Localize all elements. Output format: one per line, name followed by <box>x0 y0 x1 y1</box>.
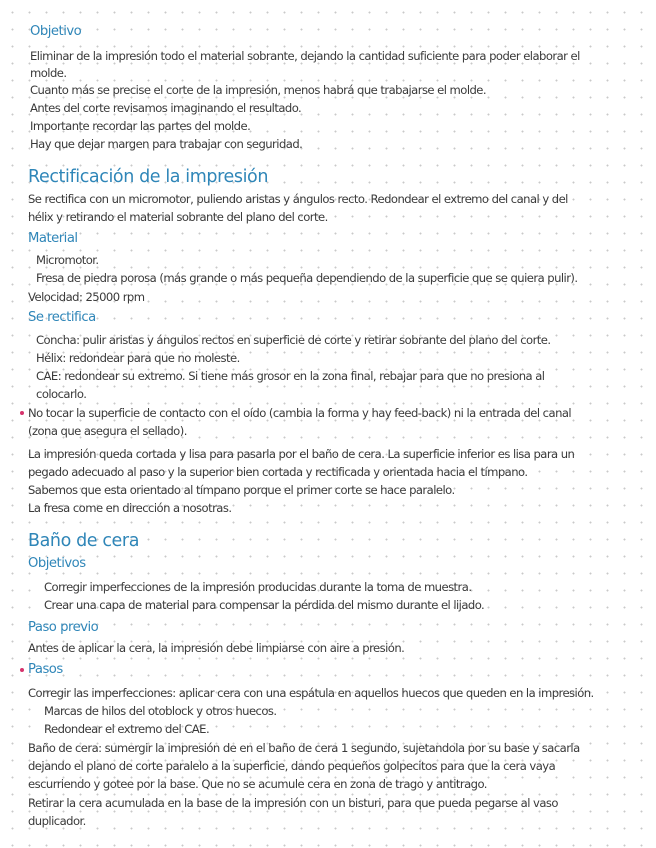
objetivo-line: molde. <box>30 66 67 80</box>
pasos-line: escurriendo y gotee por la base. Que no se acumule cera en zona de trago y antitrago. <box>28 777 487 791</box>
pasos-line: Retirar la cera acumulada en la base de la impresión con un bisturi, para que pueda pegarse al vaso <box>28 796 558 810</box>
heading-se-rectifica: Se rectifica <box>28 310 96 325</box>
warning-line: No tocar la superficie de contacto con el oído (cambia la forma y hay feed-back) ni la entrada del canal <box>28 406 572 420</box>
objetivo-line: Antes del corte revisamos imaginando el resultado. <box>30 101 302 115</box>
paso-previo-line: Antes de aplicar la cera, la impresión debe limpiarse con aire a presión. <box>28 641 405 655</box>
bullet-marker <box>20 411 24 415</box>
warning-line: (zona que asegura el sellado). <box>28 424 187 438</box>
objetivos-line: Crear una capa de material para compensar la pérdida del mismo durante el lijado. <box>44 598 485 612</box>
objetivo-line: Cuanto más se precise el corte de la impresión, menos habrá que trabajarse el molde. <box>30 83 487 97</box>
objetivo-line: Importante recordar las partes del molde. <box>30 119 251 133</box>
pasos-line: Marcas de hilos del otoblock y otros huecos. <box>44 704 277 718</box>
se-rectifica-line: Concha: pulir aristas y ángulos rectos en superficie de corte y retirar sobrante del plano del corte. <box>36 333 551 347</box>
pasos-line: Baño de cera: sumergir la impresión de en el baño de cera 1 segundo, sujetandola por su base y sacarla <box>28 741 580 755</box>
pasos-line: Corregir las imperfecciones: aplicar cera con una espátula en aquellos huecos que queden en la impresión. <box>28 686 594 700</box>
pasos-line: dejando el plano de corte paralelo a la superficie, dando pequeños golpecitos para que la cera vaya <box>28 759 556 773</box>
heading-pasos: Pasos <box>28 662 63 677</box>
heading-paso-previo: Paso previo <box>28 620 99 635</box>
objetivos-line: Corregir imperfecciones de la impresión producidas durante la toma de muestra. <box>44 580 472 594</box>
heading-objetivo: Objetivo <box>30 24 82 39</box>
velocidad-line: Velocidad: 25000 rpm <box>28 290 145 304</box>
rectificacion-intro-line: hélix y retirando el material sobrante del plano del corte. <box>28 210 328 224</box>
material-line: Fresa de piedra porosa (más grande o más pequeña dependiendo de la superficie que se quiera pulir). <box>36 271 578 285</box>
closing-line: Sabemos que esta orientado al tímpano porque el primer corte se hace paralelo. <box>28 483 455 497</box>
objetivo-line: Hay que dejar margen para trabajar con seguridad. <box>30 137 303 151</box>
pasos-line: Redondear el extremo del CAE. <box>44 722 210 736</box>
closing-line: La impresión queda cortada y lisa para pasarla por el baño de cera. La superficie inferior es lisa para un <box>28 447 575 461</box>
closing-line: La fresa come en dirección a nosotras. <box>28 501 232 515</box>
material-line: Micromotor. <box>36 253 99 267</box>
rectificacion-intro-line: Se rectifica con un micromotor, puliendo aristas y ángulos recto. Redondear el extremo del canal y del <box>28 192 568 206</box>
bullet-marker <box>20 668 24 672</box>
heading-rectificacion: Rectificación de la impresión <box>28 167 269 187</box>
heading-bano-de-cera: Baño de cera <box>28 531 140 551</box>
se-rectifica-line: Hélix: redondear para que no moleste. <box>36 351 240 365</box>
pasos-line: duplicador. <box>28 814 86 828</box>
se-rectifica-line: colocarlo. <box>36 387 87 401</box>
closing-line: pegado adecuado al paso y la superior bien cortada y rectificada y orientada hacia el tímpano. <box>28 465 528 479</box>
heading-material: Material <box>28 231 78 246</box>
se-rectifica-line: CAE: redondear su extremo. Si tiene más grosor en la zona final, rebajar para que no presiona al <box>36 369 545 383</box>
heading-objetivos: Objetivos <box>28 556 86 571</box>
objetivo-line: Eliminar de la impresión todo el material sobrante, dejando la cantidad suficiente para poder elaborar el <box>30 49 580 63</box>
